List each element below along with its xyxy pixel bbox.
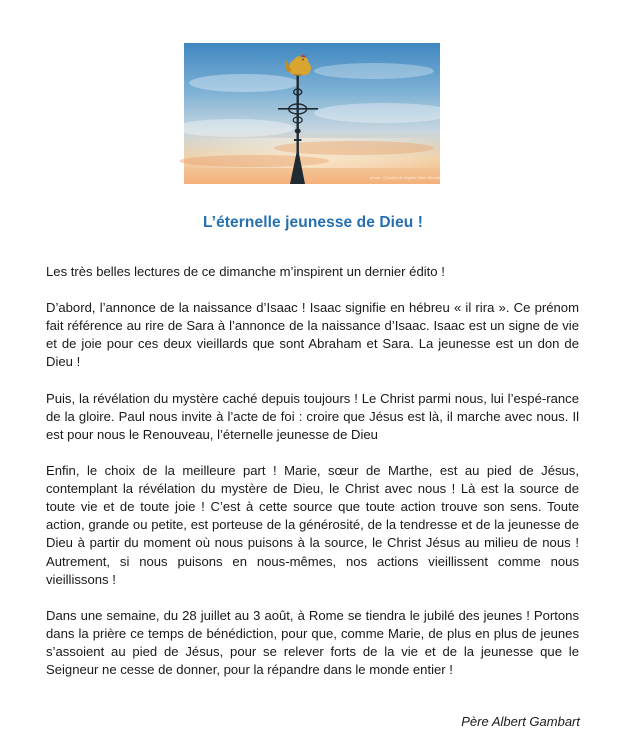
- paragraph-1: Les très belles lectures de ce dimanche m’inspirent un dernier édito !: [46, 264, 445, 279]
- paragraph-5: Dans une semaine, du 28 juillet au 3 août, à Rome se tiendra le jubilé des jeunes ! Portons dans la prière ce temps de bénédiction, pour que, comme Marie, de plus en plus de jeunes s’assoient au pied de Jésus, pour se relever forts de la vie et de la jeunesse que le Seigneur ne cesse de donner, pour la répandre dans le monde entier !: [46, 607, 579, 678]
- paragraph-4: Enfin, le choix de la meilleure part ! Marie, sœur de Marthe, est au pied de Jésus, contemplant la révélation du mystère de Dieu, le Christ avec nous ! Là est la source de toute vie et de toute joie ! C’est à cette source que toute action trouve son sens. Toute action, grande ou petite, est porteuse de la générosité, de la tendresse et de la jeunesse de Dieu à partir du moment où nous puisons à la source, le Christ Jésus au milieu de nous ! Autrement, si nous puisons en nous-mêmes, nos actions vieillissent comme nous vieillissons !: [46, 463, 579, 587]
- signature: Père Albert Gambart: [461, 714, 580, 729]
- article-body: [46, 263, 579, 697]
- paragraph-2: D’abord, l’annonce de la naissance d’Isaac ! Isaac signifie en hébreu « il rira ». Ce prénom fait référence au rire de Sara à l’annonce de la naissance d’Isaac. Isaac est un signe de vie et de joie pour ces deux vieillards que sont Abraham et Sara. La jeunesse est un don de Dieu !: [46, 300, 579, 370]
- rooster-weathervane-icon: [184, 43, 454, 184]
- svg-text:photo : Crochet de l'église Sa: photo : Crochet de l'église Saint-Nicolas EIG65: [370, 175, 454, 180]
- paragraph-3: Puis, la révélation du mystère caché depuis toujours ! Le Christ parmi nous, lui l’espé-rance de la gloire. Paul nous invite à l’acte de foi : croire que Jésus est là, il marche avec nous. Il est pour nous le Renouveau, l’éternelle jeunesse de Dieu: [46, 390, 579, 442]
- page-title: L’éternelle jeunesse de Dieu !: [202, 214, 424, 231]
- header-photo: [184, 43, 454, 184]
